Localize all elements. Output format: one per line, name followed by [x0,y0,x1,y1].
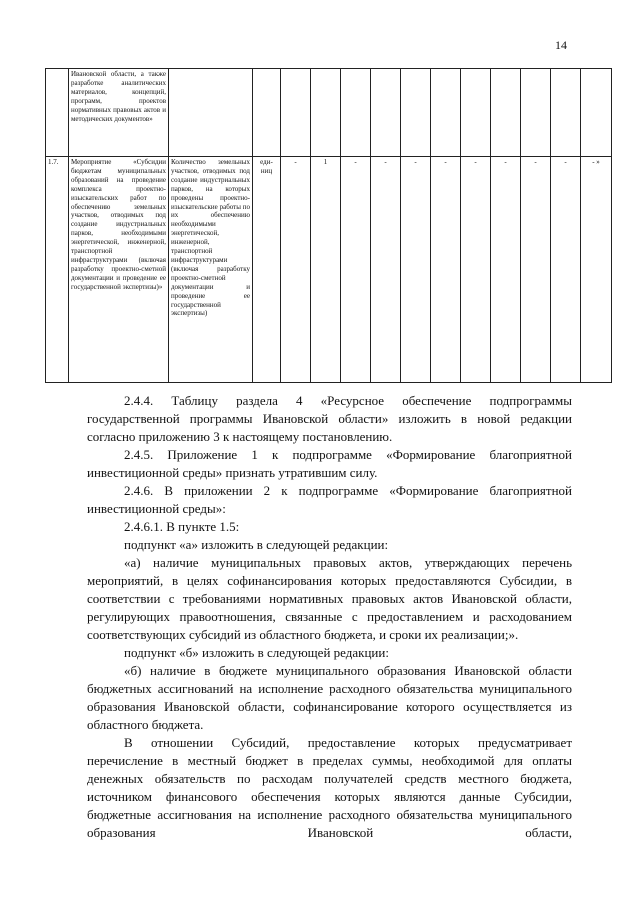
table-cell-value: - [461,157,491,383]
table-cell-value: - [491,157,521,383]
table-cell [46,69,69,157]
table-cell-value: - [341,157,371,383]
table-cell-number: 1.7. [46,157,69,383]
table-cell [431,69,461,157]
document-body [87,392,572,842]
table-cell-value: 1 [311,157,341,383]
paragraph: 2.4.6. В приложении 2 к подпрограмме «Формирование благоприятной инвестиционной среды»: [87,483,572,516]
paragraph: «а) наличие муниципальных правовых актов, утверждающих перечень мероприятий, в целях софинансирования которых предоставляются Субсидии, в соответствии с требованиями нормативных правовых актов Ивановской области, регулирующих правоотношения, связанные с предоставлением и расходованием соответствующих субсидий из областного бюджета, и сроки их реализации;». [87,555,572,642]
table-cell [281,69,311,157]
table-cell-value: - [521,157,551,383]
paragraph: подпункт «б» изложить в следующей редакции: [124,645,389,660]
table-cell-value: - [551,157,581,383]
paragraph: 2.4.6.1. В пункте 1.5: [124,519,240,534]
table-cell [341,69,371,157]
paragraph: подпункт «а» изложить в следующей редакции: [124,537,389,552]
table-cell [551,69,581,157]
table-cell-name: Ивановской области, а также разработке аналитических материалов, концепций, программ, проектов нормативных правовых актов и методических документов» [69,69,169,157]
paragraph: 2.4.4. Таблицу раздела 4 «Ресурсное обеспечение подпрограммы государственной программы Ивановской области» изложить в новой редакции согласно приложению 3 к настоящему постановлению. [87,393,572,444]
table-cell-value: - [371,157,401,383]
table-cell [401,69,431,157]
indicators-table [45,68,612,383]
paragraph: 2.4.5. Приложение 1 к подпрограмме «Формирование благоприятной инвестиционной среды» признать утратившим силу. [87,447,572,480]
table-cell [169,69,253,157]
paragraph: «б) наличие в бюджете муниципального образования Ивановской области бюджетных ассигнований на исполнение расходного обязательства муниципального образования Ивановской области, софинансирование которого осуществляется из областного бюджета. [87,663,572,732]
table-cell-name: Мероприятие «Субсидии бюджетам муниципальных образований на проведение комплекса проектно-изыскательских работ по обеспечению земельных участков, отводимых под создание индустриальных парков, необходимыми энергетической, инженерной, транспортной инфраструктурами (включая разработку проектно-сметной документации и проведение ее государственной экспертизы)» [69,157,169,383]
table-cell-value: - » [581,157,612,383]
table-cell-value: - [281,157,311,383]
table-cell-indicator: Количество земельных участков, отводимых под создание индустриальных парков, на которых проведены проектно-изыскательские работы по их обеспечению необходимыми энергетической, инженерной, транспортной инфраструктурами (включая разработку проектно-сметной документации и проведение ее государственной экспертизы) [169,157,253,383]
table-cell [311,69,341,157]
table-cell [461,69,491,157]
table-cell [371,69,401,157]
table-cell-value: - [431,157,461,383]
table-row-continuation [46,69,612,157]
table-cell [581,69,612,157]
paragraph: В отношении Субсидий, предоставление которых предусматривает перечисление в местный бюджет в пределах суммы, необходимой для оплаты денежных обязательств по расходам получателей средств местного бюджета, источником финансового обеспечения которых являются данные Субсидии, бюджетные ассигнования на исполнение расходного обязательства муниципального образования Ивановской области, [87,735,572,840]
table-cell-value: - [401,157,431,383]
table-cell [253,69,281,157]
table-cell-unit: еди-ниц [253,157,281,383]
page-number: 14 [555,38,567,52]
table-cell [521,69,551,157]
table-cell [491,69,521,157]
table-row-1-7 [46,157,612,383]
